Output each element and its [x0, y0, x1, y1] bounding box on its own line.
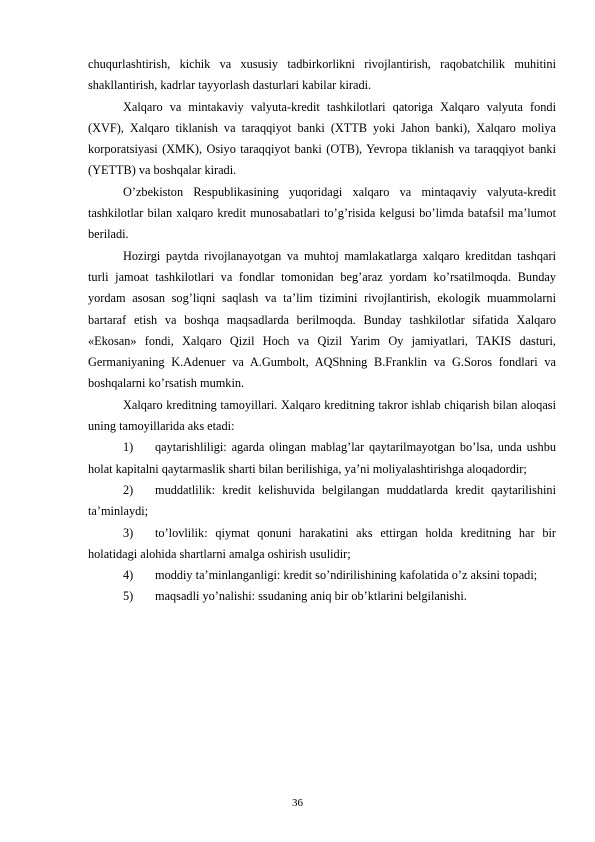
page-number: 36 — [292, 797, 303, 809]
list-item-text: qaytarishliligi: agarda olingan mablag’lar qaytarilmayotgan bo’lsa, unda ushbu holat kapitalni qaytarmaslik sharti bilan berilishiga, ya’ni moliyalashtirishga aloqadordir; — [88, 440, 556, 476]
document-body — [88, 54, 556, 608]
list-item-text: moddiy ta’minlanganligi: kredit so’ndirilishining kafolatida o’z aksini topadi; — [155, 568, 538, 583]
paragraph-1: chuqurlashtirish, kichik va xususiy tadbirkorlikni rivojlantirish, raqobatchilik muhitini shakllantirish, kadrlar tayyorlash dasturlari kabilar kiradi. — [88, 57, 556, 93]
paragraph-3: O’zbekiston Respublikasining yuqoridagi xalqaro va mintaqaviy valyuta-kredit tashkilotlar bilan xalqaro kredit munosabatlari to’g’risida kelgusi bo’limda batafsil ma’lumot beriladi. — [88, 184, 556, 242]
list-item — [88, 565, 556, 586]
principles-list — [88, 437, 556, 607]
list-item-number: 1) — [123, 440, 134, 455]
list-item-number: 3) — [123, 525, 134, 540]
paragraph-2: Xalqaro va mintakaviy valyuta-kredit tashkilotlari qatoriga Xalqaro valyuta fondi (XVF), Xalqaro tiklanish va taraqqiyot banki (XTTB yoki Jahon banki), Xalqaro moliya korporatsiyasi (XMK), Osiyo taraqqiyot banki (OTB), Yevropa tiklanish va taraqqiyot banki (YETTB) va boshqalar kiradi. — [88, 99, 556, 178]
list-item — [88, 523, 556, 566]
list-item-text: to’lovlilik: qiymat qonuni harakatini aks ettirgan holda kreditning har bir holatidagi alohida shartlarni amalga oshirish usulidir; — [88, 525, 556, 561]
list-item-text: maqsadli yo’nalishi: ssudaning aniq bir ob’ktlarini belgilanishi. — [155, 589, 467, 604]
list-item — [88, 437, 556, 480]
paragraph-4: Hozirgi paytda rivojlanayotgan va muhtoj mamlakatlarga xalqaro kreditdan tashqari turli jamoat tashkilotlari va fondlar tomonidan beg’araz yordam ko’rsatilmoqda. Bunday yordam asosan sog’liqni saqlash va ta’lim tizimini rivojlantirish, ekologik muammolarni bartaraf etish va boshqa maqsadlarda berilmoqda. Bunday tashkilotlar sifatida Xalqaro «Ekosan» fondi, Xalqaro Qizil Hoch va Qizil Yarim Oy jamiyatlari, TAKIS dasturi, Germaniyaning K.Adenuer va A.Gumbolt, AQShning B.Franklin va G.Soros fondlari va boshqalarni ko’rsatish mumkin. — [88, 248, 556, 391]
list-item-number: 2) — [123, 482, 134, 497]
list-item-number: 4) — [123, 568, 134, 583]
list-item-text: muddatlilik: kredit kelishuvida belgilangan muddatlarda kredit qaytarilishini ta’minlaydi; — [88, 482, 556, 519]
list-item-number: 5) — [123, 589, 134, 604]
paragraph-5: Xalqaro kreditning tamoyillari. Xalqaro kreditning takror ishlab chiqarish bilan aloqasi uning tamoyillarida aks etadi: — [88, 397, 556, 434]
list-item — [88, 586, 556, 607]
list-item — [88, 480, 556, 523]
